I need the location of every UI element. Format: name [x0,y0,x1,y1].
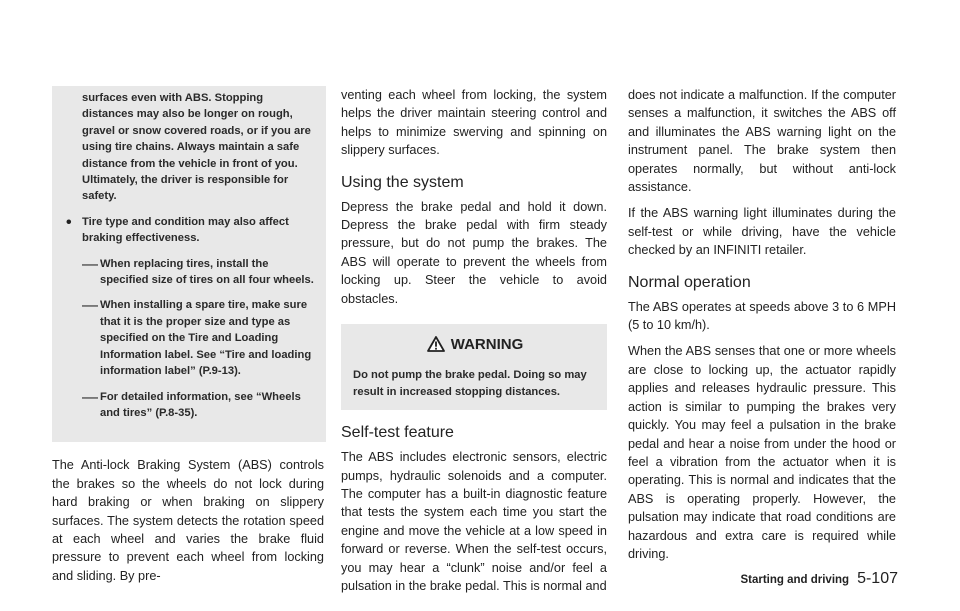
page-footer [650,570,898,588]
dash-item-3 [82,389,316,431]
dash-text-3: For detailed information, see “Wheels and tires” (P.8-35). [100,390,301,419]
caution-text: surfaces even with ABS. Stopping distances may also be longer on rough, gravel or snow covered roads, or if you are using tire chains. Always maintain a safe distance from the vehicle in front of you. Ultimately, the driver is responsible for safety. [82,92,311,203]
caution-panel [52,86,326,442]
warning-triangle-icon [427,336,445,352]
page-number: 5-107 [857,570,898,587]
dash-text-1: When replacing tires, install the specified size of tires on all four wheels. [100,257,314,287]
dash-mark: — [82,388,98,406]
column-right [628,86,896,571]
dash-item-1 [82,256,316,298]
dash-mark: — [82,255,98,273]
using-system-paragraph: Depress the brake pedal and hold it down. Depress the brake pedal with firm steady pressure, but do not pump the brakes. The ABS will operate to prevent the wheels from locking up. Steer the vehicle to avoid obstacles. [341,199,607,306]
dash-text-2: When installing a spare tire, make sure that it is the proper size and type as specified on the Tire and Loading Information label. See “Tire and loading information label” (P.9-13). [100,299,312,378]
warning-header [353,336,597,353]
bullet-text: Tire type and condition may also affect braking effectiveness. [82,215,289,245]
abs-intro-continued: venting each wheel from locking, the system helps the driver maintain steering control and helps to minimize swerving and spinning on slippery surfaces. [341,88,607,158]
warning-text: Do not pump the brake pedal. Doing so may result in increased stopping distances. [353,369,587,398]
warning-light-paragraph: If the ABS warning light illuminates during the self-test or while driving, have the vehicle checked by an INFINITI retailer. [628,206,896,258]
normal-operation-paragraph: When the ABS senses that one or more wheels are close to locking up, the actuator rapidly applies and releases hydraulic pressure. This action is similar to pumping the brakes very quickly. You may feel a pulsation in the brake pedal and hear a noise from under the hood or feel a vibration from the actuator when it is operating. This is normal and indicates that the ABS is operating properly. However, the pulsation may indicate that road conditions are hazardous and extra care is required while driving. [628,344,896,561]
footer-section-title: Starting and driving [740,574,850,586]
warning-box [341,324,607,410]
heading-using-system: Using the system [341,173,464,191]
bullet-mark: • [66,213,72,231]
heading-normal-operation: Normal operation [628,273,751,291]
heading-self-test: Self-test feature [341,424,454,442]
self-test-paragraph: The ABS includes electronic sensors, electric pumps, hydraulic solenoids and a computer. The computer has a built-in diagnostic feature that tests the system each time you start the engine and move the vehicle at a low speed in forward or reverse. When the self-test occurs, you may hear a “clunk” noise and/or feel a pulsation in the brake pedal. This is normal and [341,450,607,594]
normal-operation-speed: The ABS operates at speeds above 3 to 6 MPH (5 to 10 km/h). [628,299,896,333]
warning-title: WARNING [450,336,524,354]
dash-item-2 [82,297,316,388]
column-left [52,86,324,593]
dash-mark: — [82,297,98,315]
self-test-continued: does not indicate a malfunction. If the computer senses a malfunction, it switches the ABS off and illuminates the ABS warning light on the instrument panel. The brake system then operates normally, but without anti-lock assistance. [628,88,896,195]
abs-intro-paragraph: The Anti-lock Braking System (ABS) controls the brakes so the wheels do not lock during hard braking or when braking on slippery surfaces. The system detects the rotation speed at each wheel and varies the brake fluid pressure to prevent each wheel from locking and sliding. By pre- [52,458,324,583]
column-middle [341,86,607,604]
bullet-item [66,214,316,256]
